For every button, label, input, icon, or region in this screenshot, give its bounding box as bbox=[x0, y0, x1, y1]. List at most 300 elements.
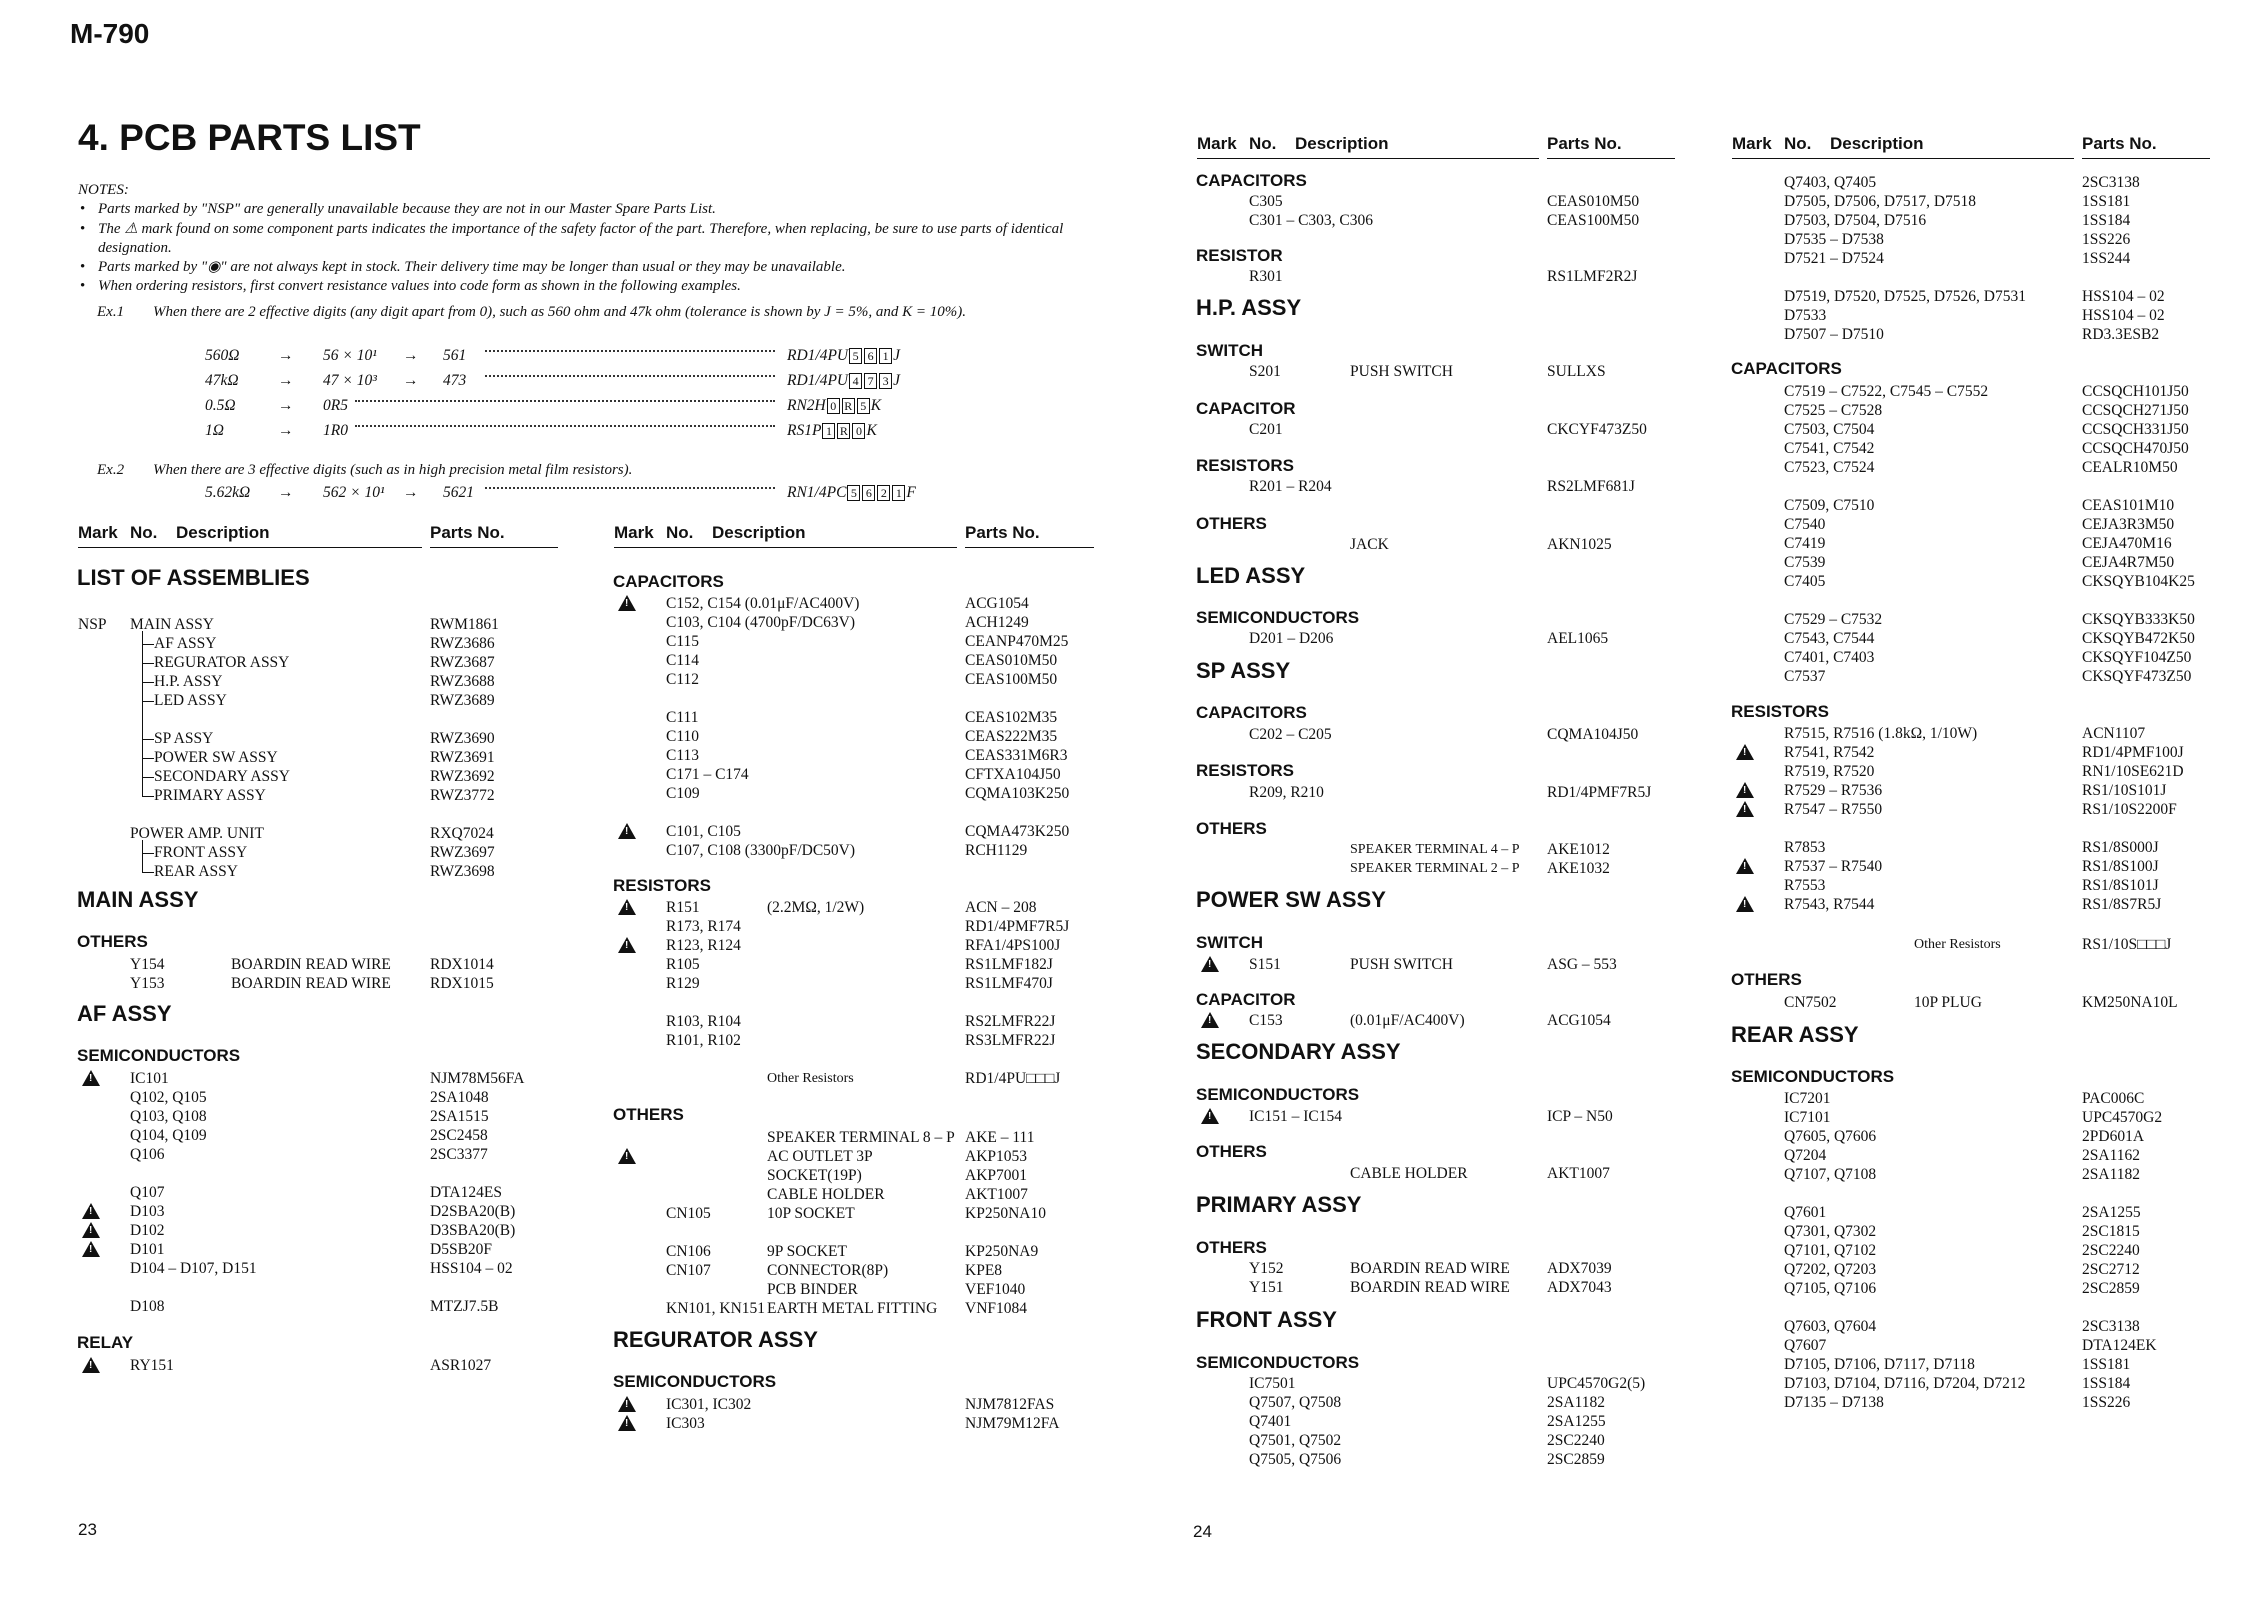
header-parts-no: Parts No. bbox=[1547, 134, 1622, 153]
row-part-number: RDX1014 bbox=[430, 956, 494, 973]
row-part-number: CKSQYF104Z50 bbox=[2082, 649, 2192, 666]
header-parts-no: Parts No. bbox=[2082, 134, 2157, 153]
row-number: C112 bbox=[666, 671, 700, 688]
row-part-number: 1SS226 bbox=[2082, 1394, 2131, 1411]
row-description: Other Resistors bbox=[767, 1071, 854, 1086]
row-part-number: 2SA1255 bbox=[2082, 1204, 2141, 1221]
row-part-number: 2SC2859 bbox=[2082, 1280, 2140, 1297]
row-number: IC301, IC302 bbox=[666, 1396, 752, 1413]
row-part-number: RWZ3686 bbox=[430, 635, 495, 652]
row-part-number: D2SBA20(B) bbox=[430, 1203, 516, 1220]
resistance-value: 560Ω bbox=[205, 347, 240, 364]
code-digit-box: R bbox=[837, 423, 850, 439]
row-part-number: CQMA473K250 bbox=[965, 823, 1070, 840]
row-number: Q7505, Q7506 bbox=[1249, 1451, 1342, 1468]
column-header bbox=[614, 523, 1094, 545]
part-code-prefix: RD1/4PU bbox=[787, 372, 849, 389]
assembly-tree-branch bbox=[142, 701, 154, 702]
row-number: C109 bbox=[666, 785, 700, 802]
row-part-number: CFTXA104J50 bbox=[965, 766, 1061, 783]
row-part-number: CEAS010M50 bbox=[1547, 193, 1640, 210]
header-rule bbox=[1547, 158, 1675, 159]
warning-triangle bbox=[618, 1148, 636, 1164]
row-description: PCB BINDER bbox=[767, 1281, 858, 1298]
arrow-icon: → bbox=[278, 422, 294, 439]
row-part-number: RWZ3697 bbox=[430, 844, 495, 861]
row-number: KN101, KN151 bbox=[666, 1300, 766, 1317]
row-part-number: RS1/8S7R5J bbox=[2082, 896, 2162, 913]
arrow-icon: → bbox=[278, 397, 294, 414]
row-number: Q7401 bbox=[1249, 1413, 1292, 1430]
section-heading: SP ASSY bbox=[1196, 658, 1291, 683]
row-part-number: 1SS181 bbox=[2082, 1356, 2131, 1373]
row-number: Q7105, Q7106 bbox=[1784, 1280, 1877, 1297]
part-code-suffix: K bbox=[870, 397, 882, 414]
row-number: Y153 bbox=[130, 975, 165, 992]
warning-triangle bbox=[1736, 744, 1754, 760]
subsection-heading: SEMICONDUCTORS bbox=[613, 1372, 777, 1391]
row-part-number: CEANP470M25 bbox=[965, 633, 1069, 650]
row-number: D104 – D107, D151 bbox=[130, 1260, 257, 1277]
row-part-number: ACN1107 bbox=[2082, 725, 2146, 742]
row-number: C7529 – C7532 bbox=[1784, 611, 1883, 628]
row-number: Q104, Q109 bbox=[130, 1127, 207, 1144]
row-part-number: CKSQYB333K50 bbox=[2082, 611, 2195, 628]
row-number: D7507 – D7510 bbox=[1784, 326, 1884, 343]
row-part-number: 2SC2458 bbox=[430, 1127, 488, 1144]
row-part-number: CCSQCH331J50 bbox=[2082, 421, 2189, 438]
row-number: Q7603, Q7604 bbox=[1784, 1318, 1877, 1335]
row-part-number: 2SC2240 bbox=[1547, 1432, 1605, 1449]
warning-triangle bbox=[82, 1203, 100, 1219]
section-heading: PRIMARY ASSY bbox=[1196, 1192, 1362, 1217]
warning-triangle bbox=[618, 595, 636, 611]
row-number: C101, C105 bbox=[666, 823, 741, 840]
row-description: AF ASSY bbox=[154, 635, 217, 652]
warning-triangle bbox=[82, 1070, 100, 1086]
subsection-heading: OTHERS bbox=[77, 932, 148, 951]
assembly-tree-branch bbox=[142, 663, 154, 664]
row-description: MAIN ASSY bbox=[130, 616, 214, 633]
warning-icon bbox=[1736, 801, 1754, 818]
row-number: C110 bbox=[666, 728, 700, 745]
assembly-tree-branch bbox=[142, 682, 154, 683]
warning-icon bbox=[618, 1415, 636, 1432]
part-code-prefix: RN1/4PC bbox=[787, 484, 847, 501]
row-part-number: RS1/10S2200F bbox=[2082, 801, 2177, 818]
row-part-number: RDX1015 bbox=[430, 975, 494, 992]
subsection-heading: OTHERS bbox=[1196, 514, 1267, 533]
row-description: 9P SOCKET bbox=[767, 1243, 847, 1260]
warning-icon bbox=[618, 1148, 636, 1165]
row-mark: NSP bbox=[78, 616, 107, 633]
row-number: C153 bbox=[1249, 1012, 1283, 1029]
row-number: Q7601 bbox=[1784, 1204, 1827, 1221]
code-digit-box: 6 bbox=[864, 348, 877, 364]
warning-icon bbox=[1201, 1012, 1219, 1029]
row-description: PUSH SWITCH bbox=[1350, 363, 1453, 380]
header-mark: Mark bbox=[614, 523, 654, 542]
row-part-number: CEJA3R3M50 bbox=[2082, 516, 2175, 533]
row-part-number: CQMA103K250 bbox=[965, 785, 1070, 802]
row-part-number: VNF1084 bbox=[965, 1300, 1028, 1317]
warning-triangle bbox=[82, 1241, 100, 1257]
leader-dots bbox=[355, 400, 775, 402]
row-number: Q7501, Q7502 bbox=[1249, 1432, 1342, 1449]
row-number: D7519, D7520, D7525, D7526, D7531 bbox=[1784, 288, 2026, 305]
row-number: Q7507, Q7508 bbox=[1249, 1394, 1342, 1411]
row-number: C7523, C7524 bbox=[1784, 459, 1875, 476]
row-description: FRONT ASSY bbox=[154, 844, 248, 861]
warning-triangle bbox=[618, 1415, 636, 1431]
code-digit-box: 3 bbox=[879, 373, 892, 389]
row-number: Q7607 bbox=[1784, 1337, 1827, 1354]
warning-icon bbox=[1736, 858, 1754, 875]
row-description: BOARDIN READ WIRE bbox=[231, 956, 391, 973]
row-description: JACK bbox=[1350, 536, 1389, 553]
row-part-number: RD1/4PMF100J bbox=[2082, 744, 2184, 761]
row-part-number: RS2LMF681J bbox=[1547, 478, 1635, 495]
row-number: C113 bbox=[666, 747, 700, 764]
part-code-prefix: RN2H bbox=[787, 397, 826, 414]
row-number: CN107 bbox=[666, 1262, 711, 1279]
row-number: D7505, D7506, D7517, D7518 bbox=[1784, 193, 1977, 210]
example-1-text: When there are 2 effective digits (any digit apart from 0), such as 560 ohm and 47k ohm (tolerance is shown by J = 5%, and K = 10%). bbox=[153, 304, 967, 320]
row-part-number: RS1LMF2R2J bbox=[1547, 268, 1638, 285]
row-number: C7401, C7403 bbox=[1784, 649, 1875, 666]
row-part-number: 1SS184 bbox=[2082, 212, 2131, 229]
section-heading: REGURATOR ASSY bbox=[613, 1327, 818, 1352]
row-part-number: RWZ3689 bbox=[430, 692, 495, 709]
leader-dots bbox=[355, 425, 775, 427]
page-title: 4. PCB PARTS LIST bbox=[78, 117, 421, 158]
row-part-number: 2SC2712 bbox=[2082, 1261, 2140, 1278]
example-2-text: When there are 3 effective digits (such as in high precision metal film resistors). bbox=[153, 462, 633, 478]
resistance-value: 47kΩ bbox=[205, 372, 239, 389]
assembly-tree-branch bbox=[142, 644, 154, 645]
row-number: R7515, R7516 (1.8kΩ, 1/10W) bbox=[1784, 725, 1978, 742]
notes-heading: NOTES: bbox=[78, 182, 129, 198]
warning-triangle bbox=[1736, 896, 1754, 912]
note-item: • When ordering resistors, first convert resistance values into code form as shown in the following examples. bbox=[78, 277, 1098, 296]
row-part-number: CEAS102M35 bbox=[965, 709, 1058, 726]
row-part-number: RWZ3687 bbox=[430, 654, 495, 671]
row-part-number: RCH1129 bbox=[965, 842, 1028, 859]
row-number: Q106 bbox=[130, 1146, 165, 1163]
section-heading: FRONT ASSY bbox=[1196, 1307, 1337, 1332]
row-number: IC151 – IC154 bbox=[1249, 1108, 1342, 1125]
assembly-tree-branch bbox=[142, 739, 154, 740]
row-part-number: RWM1861 bbox=[430, 616, 499, 633]
row-part-number: CEAS100M50 bbox=[965, 671, 1058, 688]
assembly-tree-branch bbox=[142, 853, 154, 854]
subsection-heading: CAPACITORS bbox=[613, 572, 724, 591]
row-part-number: AKE1012 bbox=[1547, 841, 1610, 858]
row-part-number: 1SS181 bbox=[2082, 193, 2131, 210]
row-number: D108 bbox=[130, 1298, 165, 1315]
row-description: (2.2MΩ, 1/2W) bbox=[767, 899, 865, 916]
row-part-number: ACN – 208 bbox=[965, 899, 1037, 916]
arrow-icon: → bbox=[403, 484, 419, 501]
header-no: No. bbox=[666, 523, 694, 542]
warning-triangle bbox=[1201, 1108, 1219, 1124]
row-part-number: CCSQCH101J50 bbox=[2082, 383, 2189, 400]
row-number: CN105 bbox=[666, 1205, 711, 1222]
code-digit-box: 4 bbox=[849, 373, 862, 389]
row-part-number: CEJA470M16 bbox=[2082, 535, 2172, 552]
header-no: No. bbox=[130, 523, 158, 542]
warning-icon bbox=[618, 823, 636, 840]
row-part-number: ADX7039 bbox=[1547, 1260, 1612, 1277]
row-part-number: UPC4570G2 bbox=[2082, 1109, 2163, 1126]
header-rule bbox=[965, 547, 1094, 548]
arrow-icon: → bbox=[278, 484, 294, 501]
row-part-number: CEJA4R7M50 bbox=[2082, 554, 2175, 571]
row-number: C7519 – C7522, C7545 – C7552 bbox=[1784, 383, 1989, 400]
row-part-number: 2SA1515 bbox=[430, 1108, 489, 1125]
row-number: R7547 – R7550 bbox=[1784, 801, 1883, 818]
row-part-number: AKP1053 bbox=[965, 1148, 1028, 1165]
row-number: C115 bbox=[666, 633, 700, 650]
part-code-suffix: J bbox=[893, 372, 901, 389]
row-number: Y152 bbox=[1249, 1260, 1284, 1277]
row-description: SPEAKER TERMINAL 2 – P bbox=[1350, 861, 1520, 876]
subsection-heading: SEMICONDUCTORS bbox=[1196, 1353, 1360, 1372]
row-part-number: 2SC1815 bbox=[2082, 1223, 2140, 1240]
row-number: C114 bbox=[666, 652, 700, 669]
warning-triangle bbox=[1736, 801, 1754, 817]
header-no: No. bbox=[1249, 134, 1277, 153]
part-code bbox=[787, 483, 916, 502]
row-part-number: RS1LMF182J bbox=[965, 956, 1053, 973]
row-part-number: D5SB20F bbox=[430, 1241, 493, 1258]
row-number: R7519, R7520 bbox=[1784, 763, 1875, 780]
row-part-number: CCSQCH470J50 bbox=[2082, 440, 2189, 457]
row-number: Q7101, Q7102 bbox=[1784, 1242, 1877, 1259]
notes-block bbox=[78, 181, 1098, 297]
row-number: R7543, R7544 bbox=[1784, 896, 1875, 913]
row-part-number: RD1/4PMF7R5J bbox=[965, 918, 1070, 935]
header-description: Description bbox=[1830, 134, 1924, 153]
row-number: R7529 – R7536 bbox=[1784, 782, 1883, 799]
row-part-number: CEALR10M50 bbox=[2082, 459, 2178, 476]
row-description: SPEAKER TERMINAL 8 – P bbox=[767, 1129, 955, 1146]
leader-dots bbox=[485, 487, 775, 489]
row-part-number: DTA124EK bbox=[2082, 1337, 2157, 1354]
arrow-icon: → bbox=[278, 372, 294, 389]
row-part-number: 2SC3138 bbox=[2082, 1318, 2140, 1335]
warning-icon bbox=[82, 1070, 100, 1087]
row-number: IC7101 bbox=[1784, 1109, 1831, 1126]
row-description: CABLE HOLDER bbox=[1350, 1165, 1468, 1182]
row-part-number: MTZJ7.5B bbox=[430, 1298, 499, 1315]
note-item: • Parts marked by "◉" are not always kept in stock. Their delivery time may be longer than usual or they may be unavailable. bbox=[78, 258, 1098, 277]
row-number: IC303 bbox=[666, 1415, 705, 1432]
row-description: BOARDIN READ WIRE bbox=[1350, 1279, 1510, 1296]
row-part-number: AKT1007 bbox=[965, 1186, 1028, 1203]
row-number: IC101 bbox=[130, 1070, 169, 1087]
row-part-number: HSS104 – 02 bbox=[2082, 307, 2165, 324]
row-part-number: RS1LMF470J bbox=[965, 975, 1053, 992]
row-number: C7405 bbox=[1784, 573, 1826, 590]
row-part-number: AKT1007 bbox=[1547, 1165, 1610, 1182]
section-heading: LED ASSY bbox=[1196, 563, 1306, 588]
warning-icon bbox=[618, 937, 636, 954]
assembly-tree-line bbox=[142, 631, 143, 796]
part-code-prefix: RS1P bbox=[787, 422, 822, 439]
part-code-prefix: RD1/4PU bbox=[787, 347, 849, 364]
part-code bbox=[787, 346, 900, 365]
header-description: Description bbox=[1295, 134, 1389, 153]
subsection-heading: SEMICONDUCTORS bbox=[1196, 1085, 1360, 1104]
row-number: R123, R124 bbox=[666, 937, 741, 954]
row-part-number: ACG1054 bbox=[965, 595, 1029, 612]
subsection-heading: OTHERS bbox=[613, 1105, 684, 1124]
row-part-number: RFA1/4PS100J bbox=[965, 937, 1061, 954]
code-digit-box: 2 bbox=[877, 485, 890, 501]
row-part-number: CKSQYF473Z50 bbox=[2082, 668, 2192, 685]
subsection-heading: OTHERS bbox=[1196, 1238, 1267, 1257]
row-number: D7135 – D7138 bbox=[1784, 1394, 1884, 1411]
row-number: R105 bbox=[666, 956, 700, 973]
row-description: SPEAKER TERMINAL 4 – P bbox=[1350, 842, 1520, 857]
row-number: S201 bbox=[1249, 363, 1281, 380]
row-number: C7509, C7510 bbox=[1784, 497, 1875, 514]
code-digit-box: 0 bbox=[852, 423, 865, 439]
warning-icon bbox=[618, 595, 636, 612]
warning-triangle bbox=[1201, 956, 1219, 972]
arrow-icon: → bbox=[403, 347, 419, 364]
row-part-number: AKE1032 bbox=[1547, 860, 1610, 877]
row-part-number: UPC4570G2(5) bbox=[1547, 1375, 1646, 1392]
row-number: C305 bbox=[1249, 193, 1283, 210]
row-part-number: RXQ7024 bbox=[430, 825, 494, 842]
row-number: C152, C154 (0.01μF/AC400V) bbox=[666, 595, 860, 612]
row-part-number: HSS104 – 02 bbox=[430, 1260, 513, 1277]
row-description: EARTH METAL FITTING bbox=[767, 1300, 938, 1317]
row-number: R7553 bbox=[1784, 877, 1826, 894]
warning-icon bbox=[82, 1241, 100, 1258]
page-number-right: 24 bbox=[1193, 1522, 1212, 1541]
assembly-tree-line bbox=[142, 840, 143, 872]
row-part-number: AKE – 111 bbox=[965, 1129, 1035, 1146]
warning-triangle bbox=[618, 1396, 636, 1412]
section-heading: MAIN ASSY bbox=[77, 887, 199, 912]
row-description: LED ASSY bbox=[154, 692, 227, 709]
row-part-number: PAC006C bbox=[2082, 1090, 2145, 1107]
row-part-number: VEF1040 bbox=[965, 1281, 1026, 1298]
row-number: C7541, C7542 bbox=[1784, 440, 1875, 457]
warning-triangle bbox=[1736, 858, 1754, 874]
row-part-number: AEL1065 bbox=[1547, 630, 1609, 647]
subsection-heading: CAPACITOR bbox=[1196, 399, 1296, 418]
row-number: R201 – R204 bbox=[1249, 478, 1332, 495]
row-number: Q102, Q105 bbox=[130, 1089, 207, 1106]
row-part-number: 1SS184 bbox=[2082, 1375, 2131, 1392]
section-heading: AF ASSY bbox=[77, 1001, 172, 1026]
row-part-number: NJM79M12FA bbox=[965, 1415, 1060, 1432]
row-part-number: RWZ3688 bbox=[430, 673, 495, 690]
row-number: R7541, R7542 bbox=[1784, 744, 1875, 761]
row-part-number: RWZ3698 bbox=[430, 863, 495, 880]
header-description: Description bbox=[712, 523, 806, 542]
row-number: Q7403, Q7405 bbox=[1784, 174, 1877, 191]
row-part-number: 2SA1255 bbox=[1547, 1413, 1606, 1430]
row-part-number: RWZ3772 bbox=[430, 787, 495, 804]
row-number: C103, C104 (4700pF/DC63V) bbox=[666, 614, 856, 631]
row-number: D201 – D206 bbox=[1249, 630, 1334, 647]
row-description: REAR ASSY bbox=[154, 863, 238, 880]
part-code-suffix: F bbox=[906, 484, 916, 501]
row-part-number: D3SBA20(B) bbox=[430, 1222, 516, 1239]
code-digit-box: 5 bbox=[847, 485, 860, 501]
row-description: 10P PLUG bbox=[1914, 994, 1982, 1011]
row-number: R101, R102 bbox=[666, 1032, 741, 1049]
section-heading: POWER SW ASSY bbox=[1196, 887, 1386, 912]
header-parts-no: Parts No. bbox=[430, 523, 505, 542]
code-digit-box: 6 bbox=[862, 485, 875, 501]
row-description: AC OUTLET 3P bbox=[767, 1148, 873, 1165]
row-number: R151 bbox=[666, 899, 700, 916]
row-number: Q103, Q108 bbox=[130, 1108, 207, 1125]
part-code bbox=[787, 396, 881, 415]
row-part-number: CEAS331M6R3 bbox=[965, 747, 1068, 764]
assembly-tree-branch bbox=[142, 758, 154, 759]
subsection-heading: SWITCH bbox=[1196, 933, 1264, 952]
row-part-number: RD1/4PMF7R5J bbox=[1547, 784, 1652, 801]
header-rule bbox=[614, 547, 957, 548]
row-part-number: RWZ3691 bbox=[430, 749, 495, 766]
row-number: D7503, D7504, D7516 bbox=[1784, 212, 1927, 229]
row-part-number: CQMA104J50 bbox=[1547, 726, 1639, 743]
warning-icon bbox=[82, 1203, 100, 1220]
row-part-number: DTA124ES bbox=[430, 1184, 502, 1201]
row-number: C301 – C303, C306 bbox=[1249, 212, 1374, 229]
subsection-heading: RESISTORS bbox=[1196, 456, 1294, 475]
code-digit-box: R bbox=[842, 398, 855, 414]
warning-icon bbox=[82, 1222, 100, 1239]
row-description: POWER AMP. UNIT bbox=[130, 825, 264, 842]
code-value: 473 bbox=[443, 372, 467, 389]
row-number: C171 – C174 bbox=[666, 766, 749, 783]
row-part-number: CKSQYB472K50 bbox=[2082, 630, 2195, 647]
header-mark: Mark bbox=[1197, 134, 1237, 153]
row-part-number: 2SC2859 bbox=[1547, 1451, 1605, 1468]
resistance-value: 1Ω bbox=[205, 422, 224, 439]
row-number: C7543, C7544 bbox=[1784, 630, 1875, 647]
warning-icon bbox=[1736, 896, 1754, 913]
row-part-number: 2SA1182 bbox=[1547, 1394, 1605, 1411]
subsection-heading: OTHERS bbox=[1196, 1142, 1267, 1161]
row-number: D101 bbox=[130, 1241, 165, 1258]
header-mark: Mark bbox=[78, 523, 118, 542]
header-rule bbox=[78, 547, 422, 548]
exponent-form: 562 × 10¹ bbox=[323, 484, 385, 501]
row-description: (0.01μF/AC400V) bbox=[1350, 1012, 1465, 1029]
row-part-number: 2SC3138 bbox=[2082, 174, 2140, 191]
row-description: PUSH SWITCH bbox=[1350, 956, 1453, 973]
assembly-tree-branch bbox=[142, 777, 154, 778]
section-heading: LIST OF ASSEMBLIES bbox=[77, 565, 310, 590]
subsection-heading: OTHERS bbox=[1196, 819, 1267, 838]
row-description: CABLE HOLDER bbox=[767, 1186, 885, 1203]
row-number: C7525 – C7528 bbox=[1784, 402, 1883, 419]
row-part-number: RS1/8S100J bbox=[2082, 858, 2159, 875]
resistance-value: 0.5Ω bbox=[205, 397, 236, 414]
arrow-icon: → bbox=[278, 347, 294, 364]
row-part-number: RS1/10S101J bbox=[2082, 782, 2167, 799]
row-number: C7540 bbox=[1784, 516, 1826, 533]
